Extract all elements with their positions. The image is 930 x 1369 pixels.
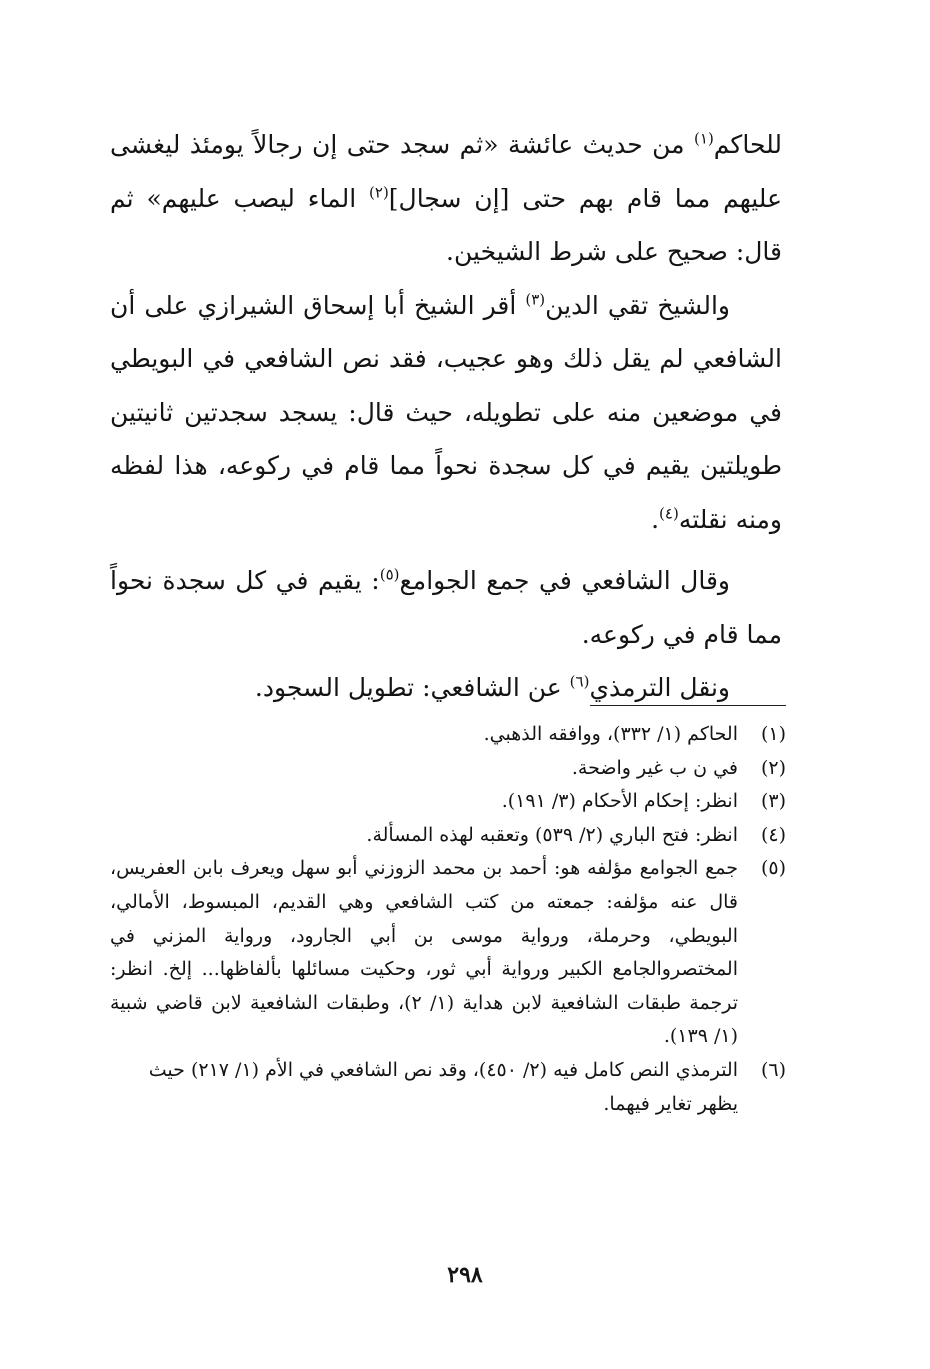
footnote-text: جمع الجوامع مؤلفه هو: أحمد بن محمد الزوزني أبو سهل ويعرف بابن العفريس، قال عنه مؤلفه: جمعته من كتب الشافعي وهي القديم، المبسوط، الأمالي، البويطي، وحرملة، ورواية موسى بن أبي الجارود، ورواية المزني في المختصروالجامع الكبير ورواية أبي ثور، وحكيت مسائلها بألفاظها... إلخ. انظر: ترجمة طبقات الشافعية لابن هداية (١/ ٢)، وطبقات الشافعية لابن قاضي شبية (١/ ١٣٩). xyxy=(110,857,738,1048)
paragraph-text: . xyxy=(651,504,660,534)
paragraph-text: : يقيم في كل سجدة نحواً مما قام في ركوعه. xyxy=(110,566,782,649)
footnote-number: (٦) xyxy=(760,1058,786,1081)
footnote-text: الترمذي النص كامل فيه (٢/ ٤٥٠)، وقد نص الشافعي في الأم (١/ ٢١٧) حيث يظهر تغاير فيهما. xyxy=(148,1058,738,1115)
footnote-number: (٤) xyxy=(760,823,786,846)
footnote-item xyxy=(110,752,786,786)
footnote-text: الحاكم (١/ ٣٣٢)، ووافقه الذهبي. xyxy=(483,723,738,745)
paragraph-text: من حديث عائشة «ثم سجد حتى إن رجالاً يومئذ ليغشى عليهم مما قام بهم حتى [إن سجال] xyxy=(110,130,782,213)
paragraph xyxy=(110,554,782,661)
footnote-item xyxy=(110,1054,786,1121)
footnote-ref: (٦) xyxy=(569,672,590,691)
footnote-item xyxy=(110,785,786,819)
paragraph-text: للحاكم xyxy=(713,130,782,159)
paragraph-text: عن الشافعي: تطويل السجود. xyxy=(254,673,570,702)
paragraph xyxy=(110,279,782,547)
footnote-item xyxy=(110,852,786,1054)
footnote-item xyxy=(110,819,786,853)
footnote-ref: (٥) xyxy=(379,565,400,584)
footnote-item xyxy=(110,718,786,752)
footnote-separator xyxy=(590,705,786,706)
paragraph-text: أقر الشيخ أبا إسحاق الشيرازي على أن الشافعي لم يقل ذلك وهو عجيب، فقد نص الشافعي في البويطي في موضعين منه على تطويله، حيث قال: يسجد سجدتين ثانيتين طويلتين يقيم في كل سجدة نحواً مما قام في ركوعه، هذا لفظه ومنه نقلته xyxy=(110,290,782,534)
paragraph-text: الماء ليصب عليهم» ثم قال: صحيح على شرط الشيخين. xyxy=(110,183,782,266)
footnote-number: (٥) xyxy=(760,857,786,880)
paragraph-text: وقال الشافعي في جمع الجوامع xyxy=(399,566,730,595)
footnote-ref: (١) xyxy=(694,129,714,148)
footnote-text: انظر: إحكام الأحكام (٣/ ١٩١). xyxy=(501,790,738,813)
page-number: ٢٩٨ xyxy=(447,1262,483,1288)
footnote-text: انظر: فتح الباري (٢/ ٥٣٩) وتعقبه لهذه المسألة. xyxy=(366,823,738,846)
paragraph-text: ونقل الترمذي xyxy=(589,673,730,702)
footnote-text: في ن ب غير واضحة. xyxy=(571,756,738,779)
footnote-ref: (٣) xyxy=(525,290,546,309)
footnote-number: (١) xyxy=(760,723,786,745)
paragraph xyxy=(110,661,782,715)
paragraph xyxy=(110,118,782,279)
main-text xyxy=(110,118,782,715)
paragraph-text: والشيخ تقي الدين xyxy=(545,290,730,320)
footnote-number: (٢) xyxy=(760,756,786,779)
footnotes xyxy=(110,718,786,1121)
footnote-ref: (٤) xyxy=(659,504,679,523)
footnote-number: (٣) xyxy=(760,790,786,813)
footnote-ref: (٢) xyxy=(369,183,389,202)
